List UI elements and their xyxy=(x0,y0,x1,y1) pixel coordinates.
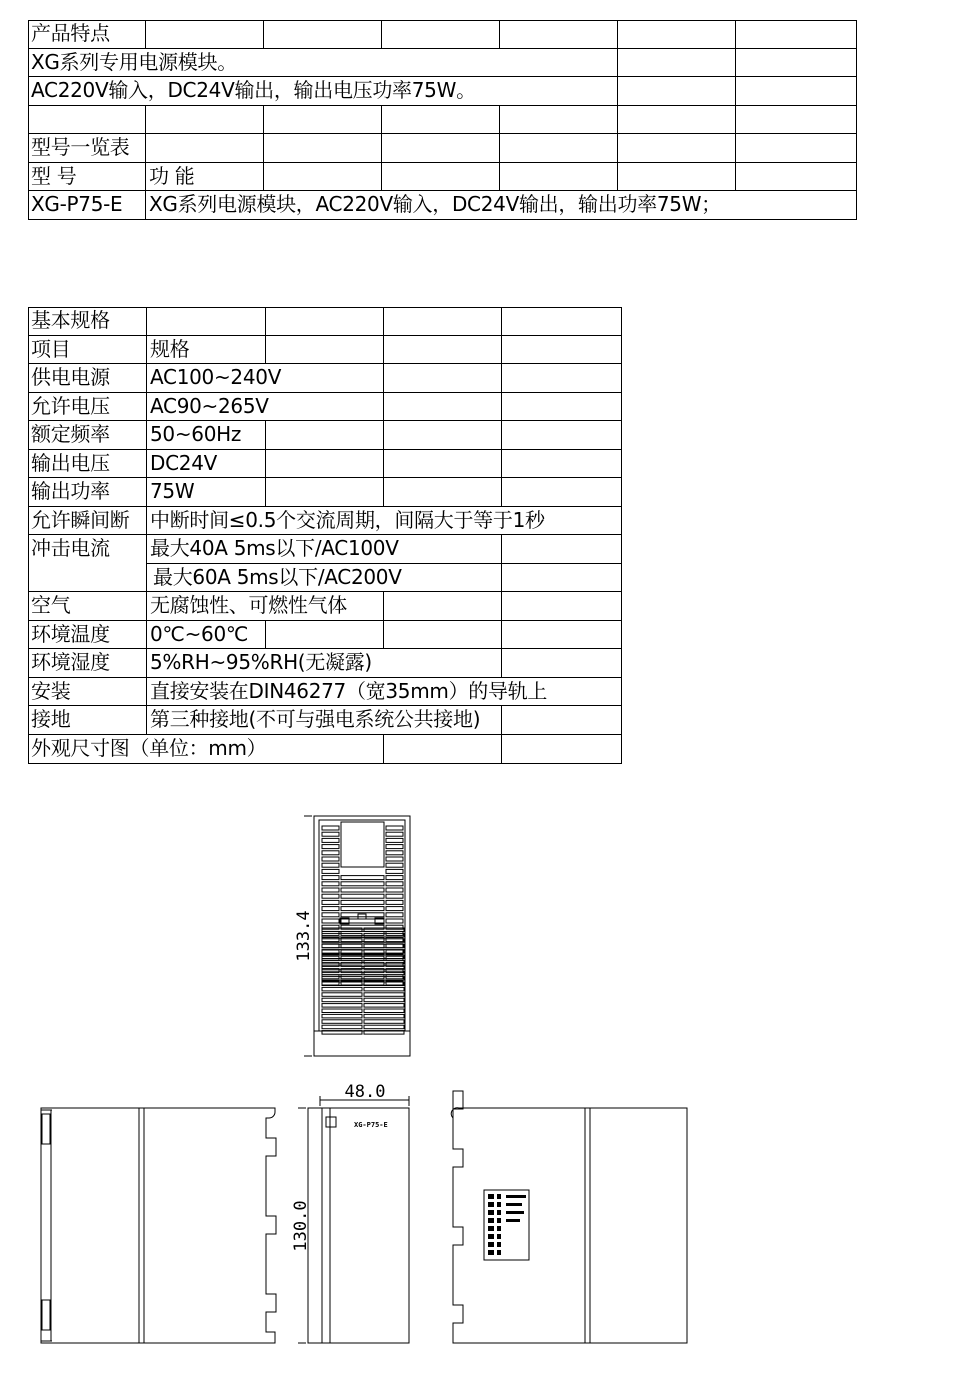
vent-slot xyxy=(322,925,339,929)
front-model-label: XG-P75-E xyxy=(354,1121,388,1129)
vent-slot xyxy=(488,1234,494,1239)
spec-value: 最大40A 5ms以下/AC100V xyxy=(147,535,502,564)
vent-slot xyxy=(322,894,339,898)
width-dimension-label: 48.0 xyxy=(344,1082,386,1102)
spec-table-title: 基本规格 xyxy=(28,307,147,336)
vent-slot xyxy=(386,869,403,873)
vent-slot xyxy=(364,1004,404,1008)
vent-slot xyxy=(322,938,339,942)
vent-slot xyxy=(364,1014,404,1018)
vent-slot xyxy=(322,863,339,867)
spec-value: AC100~240V xyxy=(147,364,384,393)
vent-slot xyxy=(322,857,339,861)
model-function: XG系列电源模块，AC220V输入，DC24V输出，输出功率75W； xyxy=(146,191,857,220)
spec-item: 环境湿度 xyxy=(28,649,147,678)
front-height-dimension-label: 130.0 xyxy=(291,1200,311,1252)
vent-slot xyxy=(386,900,403,904)
spec-value: AC90~265V xyxy=(147,393,384,421)
vent-slot xyxy=(322,832,339,836)
vent-slot xyxy=(341,888,384,892)
vent-slot xyxy=(322,1014,362,1018)
vent-slot xyxy=(322,998,362,1002)
vent-slot xyxy=(322,888,339,892)
vent-slot xyxy=(386,919,403,923)
vent-slot xyxy=(386,826,403,830)
vent-slot xyxy=(322,907,339,911)
vent-slot xyxy=(322,900,339,904)
top-height-dimension-label: 133.4 xyxy=(294,910,314,962)
header-item: 项目 xyxy=(28,336,147,364)
vent-slot xyxy=(386,845,403,849)
vent-slot xyxy=(341,907,384,911)
vent-slot xyxy=(488,1242,494,1247)
vent-slot xyxy=(322,919,339,923)
left-side-view-drawing xyxy=(41,1108,276,1343)
vent-slot xyxy=(497,1234,501,1239)
vent-slot xyxy=(322,987,362,991)
vent-slot xyxy=(322,955,362,959)
vent-slot xyxy=(341,913,384,917)
vent-slot xyxy=(488,1210,494,1215)
spec-value: 最大60A 5ms以下/AC200V xyxy=(147,564,502,592)
vent-slot xyxy=(322,913,339,917)
vent-slot xyxy=(506,1195,526,1198)
series-description: XG系列专用电源模块。 xyxy=(28,49,618,77)
spec-value: 无腐蚀性、可燃性气体 xyxy=(147,592,384,621)
vent-slot xyxy=(386,925,403,929)
spec-item: 允许电压 xyxy=(28,393,147,421)
vent-slot xyxy=(341,876,384,880)
vent-slot xyxy=(322,851,339,855)
vent-slot xyxy=(322,1004,362,1008)
spec-item: 供电电源 xyxy=(28,364,147,393)
spec-item: 允许瞬间断 xyxy=(28,507,147,535)
vent-slot xyxy=(386,938,403,942)
vent-slot xyxy=(386,876,403,880)
vent-slot xyxy=(341,894,384,898)
features-title: 产品特点 xyxy=(28,20,146,49)
vent-slot xyxy=(386,907,403,911)
spec-item: 空气 xyxy=(28,592,147,621)
vent-slot xyxy=(364,1009,404,1013)
vent-slot xyxy=(386,832,403,836)
vent-slot xyxy=(488,1226,494,1231)
vent-slot xyxy=(497,1242,501,1247)
vent-slot xyxy=(341,882,384,886)
vent-slot xyxy=(322,826,339,830)
vent-slot xyxy=(341,900,384,904)
vent-slot xyxy=(506,1203,522,1206)
vent-slot xyxy=(488,1250,494,1255)
vent-slot xyxy=(322,1020,362,1024)
column-header-function: 功 能 xyxy=(146,163,264,191)
vent-slot xyxy=(497,1226,501,1231)
vent-slot xyxy=(497,1218,501,1223)
header-spec: 规格 xyxy=(147,336,266,364)
vent-slot xyxy=(322,838,339,842)
vent-slot xyxy=(488,1218,494,1223)
spec-value: 5%RH~95%RH(无凝露) xyxy=(147,649,502,678)
spec-item: 额定频率 xyxy=(28,421,147,450)
vent-slot xyxy=(364,1020,404,1024)
vent-slot xyxy=(488,1194,494,1199)
vent-slot xyxy=(322,1025,362,1029)
spec-item: 安装 xyxy=(28,678,147,706)
vent-slot xyxy=(364,998,404,1002)
spec-value: 50~60Hz xyxy=(147,421,266,450)
spec-value: 中断时间≤0.5个交流周期，间隔大于等于1秒 xyxy=(147,507,622,535)
io-description: AC220V输入，DC24V输出，输出电压功率75W。 xyxy=(28,77,618,106)
spec-item: 环境温度 xyxy=(28,621,147,649)
spec-item: 输出功率 xyxy=(28,478,147,507)
spec-value: 0℃~60℃ xyxy=(147,621,266,649)
vent-slot xyxy=(386,838,403,842)
column-header-model: 型 号 xyxy=(28,163,146,191)
vent-slot xyxy=(386,863,403,867)
vent-slot xyxy=(364,1025,404,1029)
vent-slot xyxy=(322,845,339,849)
vent-slot xyxy=(322,869,339,873)
vent-slot xyxy=(497,1202,501,1207)
vent-slot xyxy=(364,993,404,997)
spec-item: 输出电压 xyxy=(28,450,147,478)
vent-slot xyxy=(497,1194,501,1199)
spec-value: DC24V xyxy=(147,450,266,478)
vent-slot xyxy=(364,987,404,991)
vent-slot xyxy=(322,944,362,948)
vent-slot xyxy=(341,919,384,923)
front-view-drawing xyxy=(298,1096,409,1343)
vent-slot xyxy=(322,993,362,997)
vent-slot xyxy=(506,1219,520,1222)
model-list-title: 型号一览表 xyxy=(28,134,146,163)
vent-slot xyxy=(386,894,403,898)
vent-slot xyxy=(488,1202,494,1207)
vent-slot xyxy=(497,1250,501,1255)
spec-item: 冲击电流 xyxy=(28,535,147,592)
spec-value: 75W xyxy=(147,478,266,507)
vent-slot xyxy=(497,1210,501,1215)
spec-value: 第三种接地(不可与强电系统公共接地) xyxy=(147,706,502,735)
vent-slot xyxy=(386,851,403,855)
right-side-view-drawing xyxy=(451,1091,687,1343)
spec-item: 接地 xyxy=(28,706,147,735)
vent-slot xyxy=(322,882,339,886)
vent-slot xyxy=(386,857,403,861)
dimension-drawing-label: 外观尺寸图（单位：mm） xyxy=(28,735,384,764)
vent-slot xyxy=(386,882,403,886)
spec-value: 直接安装在DIN46277（宽35mm）的导轨上 xyxy=(147,678,622,706)
vent-slot xyxy=(322,876,339,880)
vent-slot xyxy=(386,888,403,892)
model-number: XG-P75-E xyxy=(28,191,146,220)
vent-slot xyxy=(322,1009,362,1013)
vent-slot xyxy=(386,913,403,917)
vent-slot xyxy=(506,1211,524,1214)
